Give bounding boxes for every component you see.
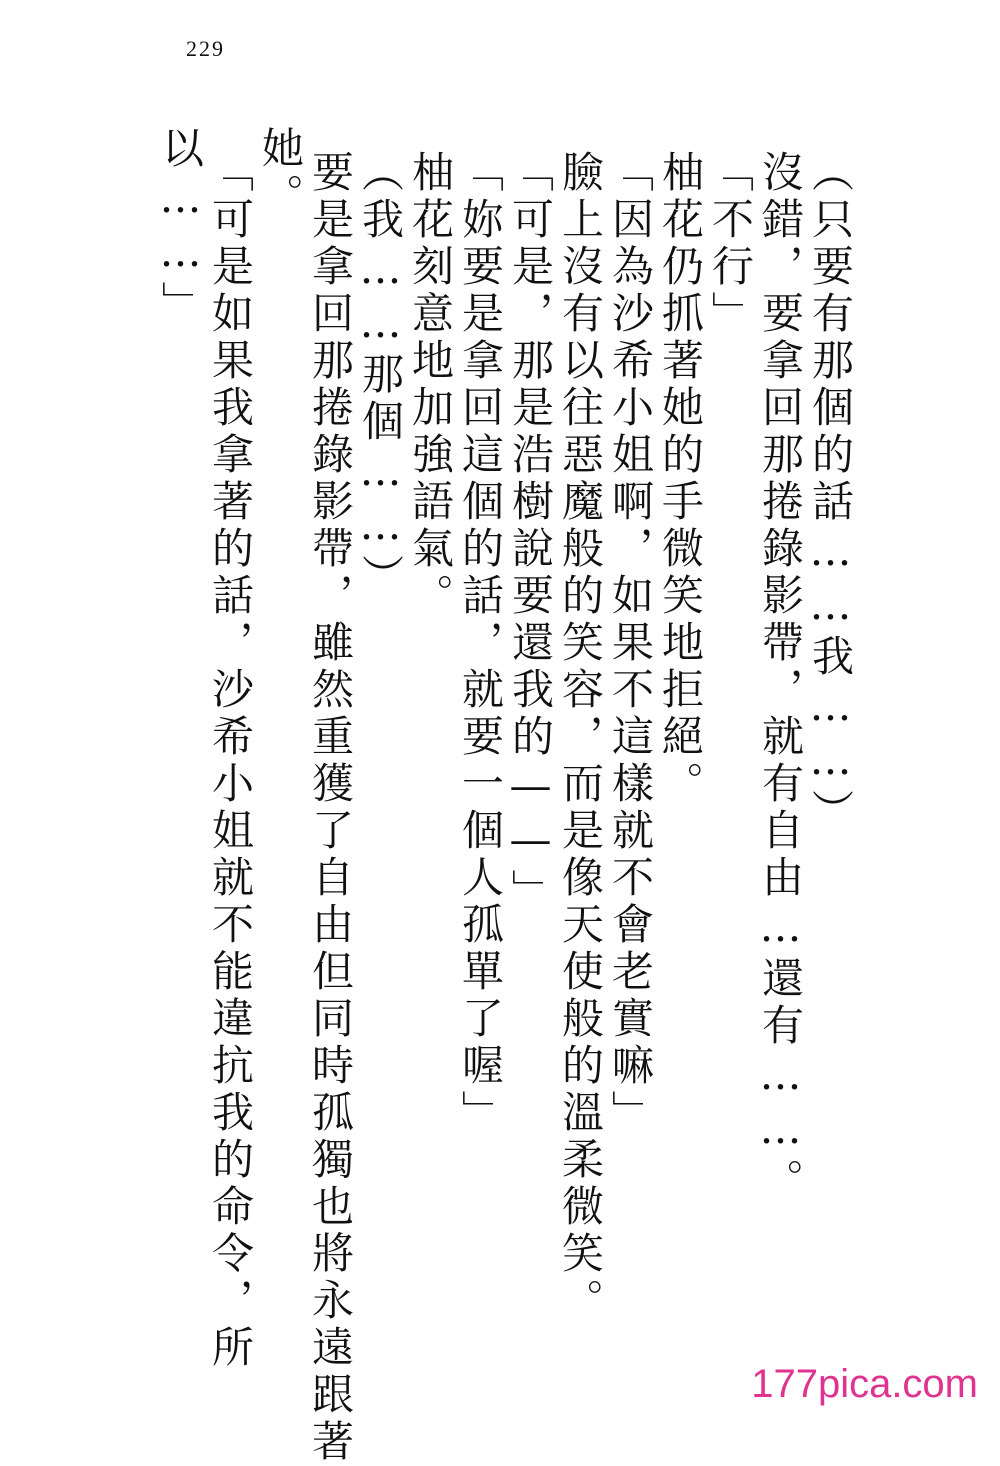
text-column: 沒錯，要拿回那捲錄影帶，就有自由…還有……。 [756,150,805,1205]
text-column: 柚花仍抓著她的手微笑地拒絕。 [656,150,705,808]
text-column: 「因為沙希小姐啊，如果不這樣就不會老實嘛」 [606,150,655,1137]
text-column: 「可是，那是浩樹說要還我的——」 [506,150,555,916]
text-column: 以……」 [156,126,205,328]
page-number: 229 [186,36,225,61]
text-column: 「妳要是拿回這個的話，就要一個人孤單了喔」 [456,150,505,1137]
text-column: 「不行」 [706,150,755,338]
watermark: 177pica.com [751,1362,978,1406]
text-column: 「可是如果我拿著的話，沙希小姐就不能違抗我的命令，所 [206,150,255,1372]
text-column: 要是拿回那捲錄影帶，雖然重獲了自由但同時孤獨也將永遠跟著 [306,150,355,1466]
text-column: 柚花刻意地加強語氣。 [406,150,455,620]
text-column: 臉上沒有以往惡魔般的笑容，而是像天使般的溫柔微笑。 [556,150,605,1325]
text-column: （只要有那個的話……我……） [806,150,855,836]
text-column: （我……那個……） [356,150,405,601]
text-column: 她。 [256,126,305,220]
